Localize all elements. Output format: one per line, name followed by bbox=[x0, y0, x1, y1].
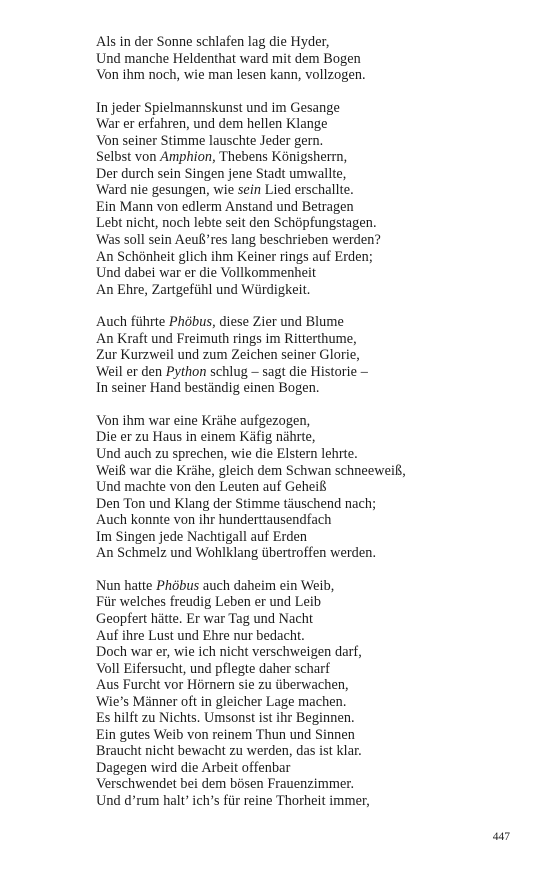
verse-line bbox=[96, 529, 526, 546]
verse-text: Aus Furcht vor Hörnern sie zu überwachen, bbox=[96, 677, 349, 694]
verse-line bbox=[96, 446, 526, 463]
verse-line bbox=[96, 694, 526, 711]
verse-text: Dagegen wird die Arbeit offenbar bbox=[96, 759, 291, 776]
verse-text: Wie’s Männer oft in gleicher Lage machen. bbox=[96, 693, 347, 710]
verse-text: Ward nie gesungen, wie bbox=[96, 182, 238, 199]
verse-line bbox=[96, 727, 526, 744]
verse-line bbox=[96, 347, 526, 364]
italic-text: Phöbus bbox=[156, 577, 200, 594]
verse-line bbox=[96, 760, 526, 777]
italic-text: Phöbus, bbox=[168, 314, 216, 331]
verse-text: Zur Kurzweil und zum Zeichen seiner Glorie, bbox=[96, 347, 360, 364]
page-number: 447 bbox=[492, 831, 510, 843]
verse-line bbox=[96, 611, 526, 628]
verse-line bbox=[96, 594, 526, 611]
verse-text: Ein gutes Weib von reinem Thun und Sinnen bbox=[96, 726, 355, 743]
italic-text: Amphion, bbox=[160, 149, 216, 166]
verse-text: Der durch sein Singen jene Stadt umwallte, bbox=[96, 165, 347, 182]
verse-line bbox=[96, 249, 526, 266]
verse-text: auch daheim ein Weib, bbox=[199, 577, 335, 594]
verse-text: Auf ihre Lust und Ehre nur bedacht. bbox=[96, 627, 305, 644]
verse-text: schlug – sagt die Historie – bbox=[206, 363, 368, 380]
verse-line bbox=[96, 776, 526, 793]
verse-line bbox=[96, 265, 526, 282]
verse-line bbox=[96, 215, 526, 232]
verse-line bbox=[96, 628, 526, 645]
verse-text: Von seiner Stimme lauschte Jeder gern. bbox=[96, 132, 324, 149]
verse-text: Was soll sein Aeuß’res lang beschrieben werden? bbox=[96, 232, 381, 249]
verse-line bbox=[96, 463, 526, 480]
verse-line bbox=[96, 116, 526, 133]
verse-line bbox=[96, 578, 526, 595]
stanza bbox=[96, 413, 526, 562]
verse-line bbox=[96, 380, 526, 397]
verse-line bbox=[96, 232, 526, 249]
verse-text: War er erfahren, und dem hellen Klange bbox=[96, 116, 328, 133]
stanza bbox=[96, 578, 526, 810]
verse-text: An Schönheit glich ihm Keiner rings auf Erden; bbox=[96, 248, 373, 265]
verse-text: Lied erschallte. bbox=[261, 182, 354, 199]
verse-line bbox=[96, 67, 526, 84]
verse-line bbox=[96, 282, 526, 299]
verse-text: Lebt nicht, noch lebte seit den Schöpfungstagen. bbox=[96, 215, 377, 232]
poem-text bbox=[96, 34, 526, 826]
verse-line bbox=[96, 413, 526, 430]
verse-line bbox=[96, 496, 526, 513]
verse-text: In seiner Hand beständig einen Bogen. bbox=[96, 380, 320, 397]
italic-text: Python bbox=[165, 363, 207, 380]
verse-text: Ein Mann von edlerm Anstand und Betragen bbox=[96, 198, 354, 215]
verse-text: Und d’rum halt’ ich’s für reine Thorheit immer, bbox=[96, 792, 370, 809]
verse-line bbox=[96, 512, 526, 529]
verse-line bbox=[96, 199, 526, 216]
verse-text: Von ihm noch, wie man lesen kann, vollzogen. bbox=[96, 67, 366, 84]
verse-text: Im Singen jede Nachtigall auf Erden bbox=[96, 528, 308, 545]
verse-text: Auch konnte von ihr hunderttausendfach bbox=[96, 512, 332, 529]
verse-text: Die er zu Haus in einem Käfig nährte, bbox=[96, 429, 316, 446]
verse-line bbox=[96, 479, 526, 496]
stanza bbox=[96, 34, 526, 84]
verse-text: Weil er den bbox=[96, 363, 166, 380]
verse-text: Weiß war die Krähe, gleich dem Schwan schneeweiß, bbox=[96, 462, 406, 479]
verse-line bbox=[96, 545, 526, 562]
verse-text: Doch war er, wie ich nicht verschweigen darf, bbox=[96, 644, 362, 661]
stanza bbox=[96, 314, 526, 397]
verse-line bbox=[96, 182, 526, 199]
verse-line bbox=[96, 51, 526, 68]
verse-line bbox=[96, 314, 526, 331]
verse-text: An Ehre, Zartgefühl und Würdigkeit. bbox=[96, 281, 311, 298]
verse-text: Und auch zu sprechen, wie die Elstern lehrte. bbox=[96, 446, 358, 463]
verse-line bbox=[96, 100, 526, 117]
verse-text: Und dabei war er die Vollkommenheit bbox=[96, 265, 317, 282]
verse-text: Den Ton und Klang der Stimme täuschend nach; bbox=[96, 495, 377, 512]
verse-line bbox=[96, 710, 526, 727]
verse-text: diese Zier und Blume bbox=[215, 314, 344, 331]
verse-text: Und machte von den Leuten auf Geheiß bbox=[96, 479, 327, 496]
verse-text: An Kraft und Freimuth rings im Ritterthume, bbox=[96, 330, 357, 347]
verse-text: An Schmelz und Wohlklang übertroffen werden. bbox=[96, 545, 377, 562]
verse-line bbox=[96, 133, 526, 150]
verse-text: Nun hatte bbox=[96, 577, 157, 594]
verse-line bbox=[96, 331, 526, 348]
verse-text: Von ihm war eine Krähe aufgezogen, bbox=[96, 412, 311, 429]
verse-line bbox=[96, 661, 526, 678]
verse-text: In jeder Spielmannskunst und im Gesange bbox=[96, 99, 340, 116]
verse-line bbox=[96, 34, 526, 51]
verse-line bbox=[96, 677, 526, 694]
verse-text: Und manche Heldenthat ward mit dem Bogen bbox=[96, 50, 361, 67]
stanza bbox=[96, 100, 526, 299]
verse-line bbox=[96, 166, 526, 183]
verse-text: Geopfert hätte. Er war Tag und Nacht bbox=[96, 610, 314, 627]
verse-text: Es hilft zu Nichts. Umsonst ist ihr Beginnen. bbox=[96, 710, 355, 727]
verse-line bbox=[96, 149, 526, 166]
verse-text: Voll Eifersucht, und pflegte daher scharf bbox=[96, 660, 330, 677]
verse-line bbox=[96, 429, 526, 446]
verse-text: Auch führte bbox=[96, 314, 169, 331]
verse-text: Selbst von bbox=[96, 149, 161, 166]
verse-line bbox=[96, 793, 526, 810]
verse-text: Als in der Sonne schlafen lag die Hyder, bbox=[96, 34, 330, 50]
verse-text: Braucht nicht bewacht zu werden, das ist klar. bbox=[96, 743, 362, 760]
italic-text: sein bbox=[237, 182, 262, 199]
verse-text: Für welches freudig Leben er und Leib bbox=[96, 594, 322, 611]
verse-text: Verschwendet bei dem bösen Frauenzimmer. bbox=[96, 776, 355, 793]
verse-text: Thebens Königsherrn, bbox=[215, 149, 348, 166]
verse-line bbox=[96, 364, 526, 381]
verse-line bbox=[96, 644, 526, 661]
verse-line bbox=[96, 743, 526, 760]
